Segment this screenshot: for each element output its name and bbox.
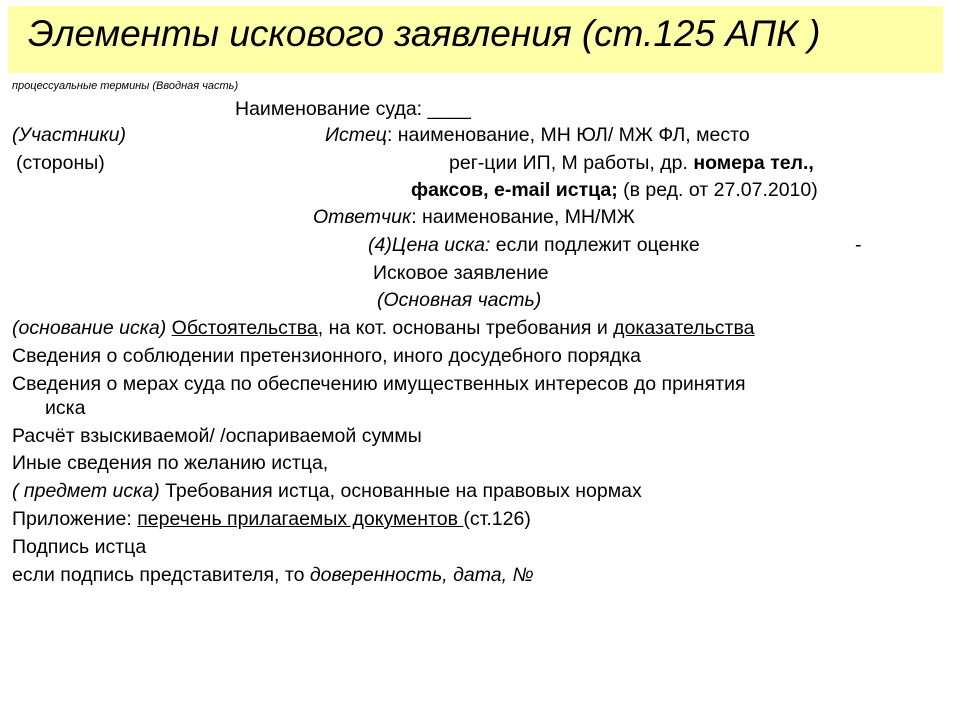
pretrial-line: Сведения о соблюдении претензионного, иного досудебного порядка — [12, 345, 642, 367]
claim-price-label: (4)Цена иска: — [368, 234, 491, 256]
plaintiff-line — [325, 124, 750, 147]
attachment-ref: (ст.126) — [463, 508, 531, 530]
attachment-label: Приложение: — [12, 508, 138, 530]
representative-line — [12, 564, 534, 587]
intro-caption: процессуальные термины (Вводная часть) — [12, 80, 239, 92]
attachment-list: перечень прилагаемых документов — [137, 508, 464, 530]
measures-line-2: иска — [45, 397, 86, 419]
claim-price-dash: - — [855, 234, 862, 256]
basis-evidence: доказательства — [613, 317, 755, 339]
defendant-line — [313, 206, 635, 229]
plaintiff-contacts-2: факсов, e-mail истца; — [411, 179, 618, 201]
plaintiff-text-2: рег-ции ИП, М работы, др. — [449, 152, 694, 174]
plaintiff-label: Истец — [325, 124, 387, 146]
subject-text: Требования истца, основанные на правовых нормах — [159, 480, 642, 502]
slide-title: Элементы искового заявления (ст.125 АПК ) — [28, 13, 821, 54]
basis-middle: , на кот. основаны требования и — [317, 317, 614, 339]
court-name-line: Наименование суда: ____ — [235, 98, 471, 120]
defendant-text: : наименование, МН/МЖ — [411, 206, 635, 228]
measures-line-1: Сведения о мерах суда по обеспечению имущественных интересов до принятия — [12, 373, 746, 395]
claim-price-text: если подлежит оценке — [490, 234, 700, 256]
plaintiff-line-3 — [411, 179, 818, 202]
plaintiff-contacts-1: номера тел., — [693, 152, 814, 174]
basis-term: (основание иска) — [12, 317, 167, 339]
claim-price-line — [368, 234, 700, 257]
plaintiff-edition: (в ред. от 27.07.2010) — [617, 179, 818, 201]
representative-text: если подпись представителя, то — [12, 564, 310, 586]
defendant-label: Ответчик — [313, 206, 412, 228]
parties-term: (стороны) — [16, 152, 105, 174]
main-subheading: (Основная часть) — [377, 289, 542, 311]
plaintiff-line-2 — [449, 152, 814, 175]
subject-line — [12, 480, 642, 503]
representative-details: доверенность, дата, № — [309, 564, 534, 586]
subject-term: ( предмет иска) — [12, 480, 160, 502]
calculation-line: Расчёт взыскиваемой/ /оспариваемой суммы — [12, 425, 422, 447]
basis-line — [12, 317, 754, 340]
signature-line: Подпись истца — [12, 536, 147, 558]
attachment-line — [12, 508, 531, 531]
basis-circumstances: Обстоятельства — [171, 317, 318, 339]
other-line: Иные сведения по желанию истца, — [12, 452, 329, 474]
main-heading: Исковое заявление — [373, 262, 549, 284]
participants-term: (Участники) — [12, 124, 127, 146]
plaintiff-text: : наименование, МН ЮЛ/ МЖ ФЛ, место — [386, 124, 750, 146]
